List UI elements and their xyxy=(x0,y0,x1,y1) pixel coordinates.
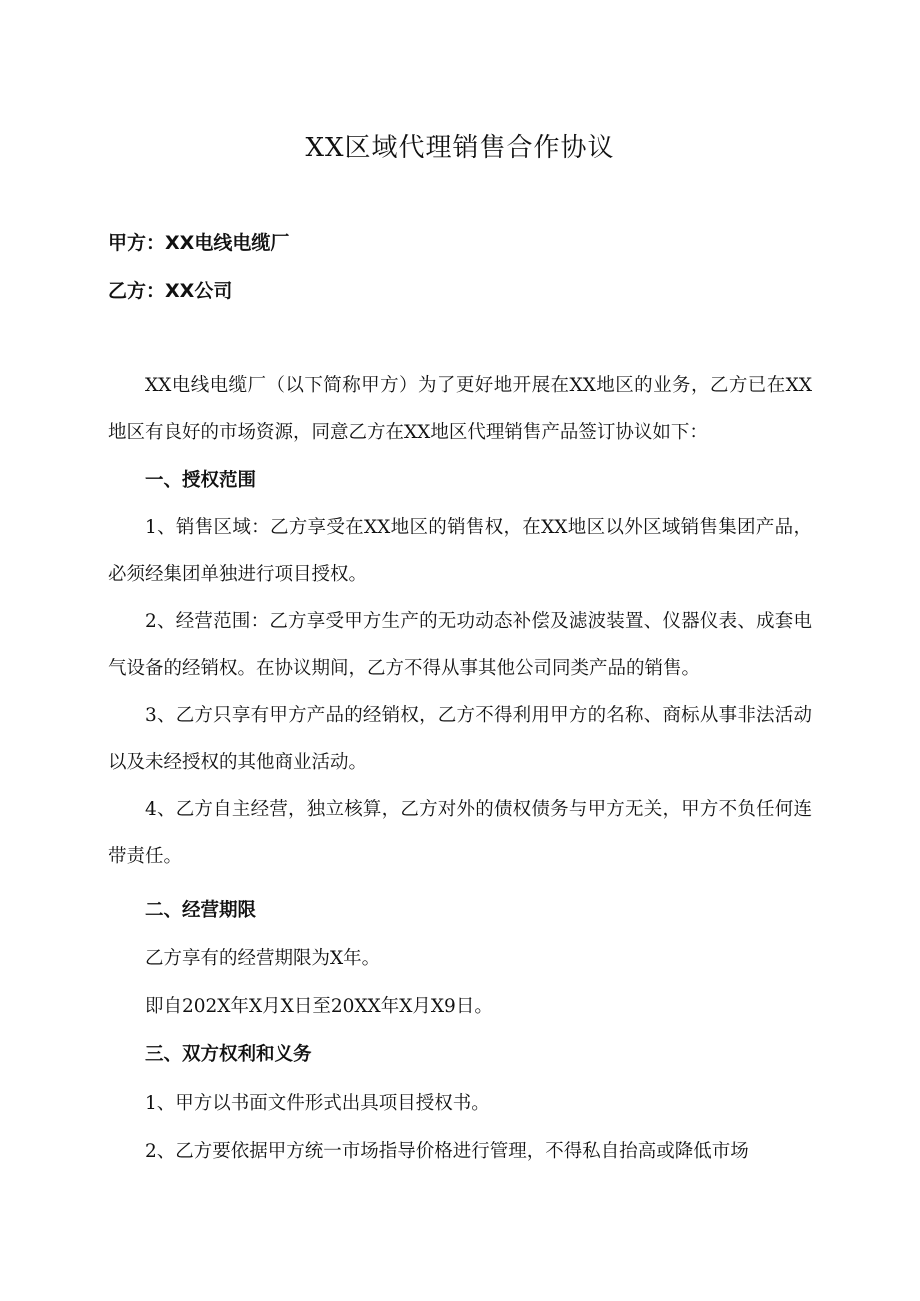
section-3-item-2: 2、乙方要依据甲方统一市场指导价格进行管理，不得私自抬高或降低市场 xyxy=(145,1141,749,1162)
section-1-heading: 一、授权范围 xyxy=(145,470,257,491)
party-b-label: 乙方： xyxy=(108,280,166,302)
section-2-line-1: 乙方享有的经营期限为X年。 xyxy=(145,948,381,969)
document-title: XX区域代理销售合作协议 xyxy=(305,133,615,163)
section-3-heading: 三、双方权利和义务 xyxy=(145,1044,312,1065)
section-1-item-1: 1、销售区域：乙方享受在XX地区的销售权，在XX地区以外区域销售集团产品，必须经集团单独进行项目授权。 xyxy=(108,517,812,585)
section-1-item-2: 2、经营范围：乙方享受甲方生产的无功动态补偿及滤波装置、仪器仪表、成套电气设备的经销权。在协议期间，乙方不得从事其他公司同类产品的销售。 xyxy=(108,611,812,679)
section-2-line-2: 即自202X年X月X日至20XX年X月X9日。 xyxy=(145,996,493,1017)
party-b xyxy=(108,277,232,305)
party-a-label: 甲方： xyxy=(108,232,166,254)
party-a-name: XX电线电缆厂 xyxy=(165,232,290,254)
section-3-item-1: 1、甲方以书面文件形式出具项目授权书。 xyxy=(145,1093,490,1114)
intro-paragraph: XX电线电缆厂（以下简称甲方）为了更好地开展在XX地区的业务，乙方已在XX地区有良好的市场资源，同意乙方在XX地区代理销售产品签订协议如下： xyxy=(108,375,812,443)
section-1-item-3: 3、乙方只享有甲方产品的经销权，乙方不得利用甲方的名称、商标从事非法活动以及未经授权的其他商业活动。 xyxy=(108,705,812,773)
section-1-item-4: 4、乙方自主经营，独立核算，乙方对外的债权债务与甲方无关，甲方不负任何连带责任。 xyxy=(108,799,812,867)
party-b-name: XX公司 xyxy=(165,280,233,302)
section-2-heading: 二、经营期限 xyxy=(145,900,257,921)
party-a xyxy=(108,229,289,257)
